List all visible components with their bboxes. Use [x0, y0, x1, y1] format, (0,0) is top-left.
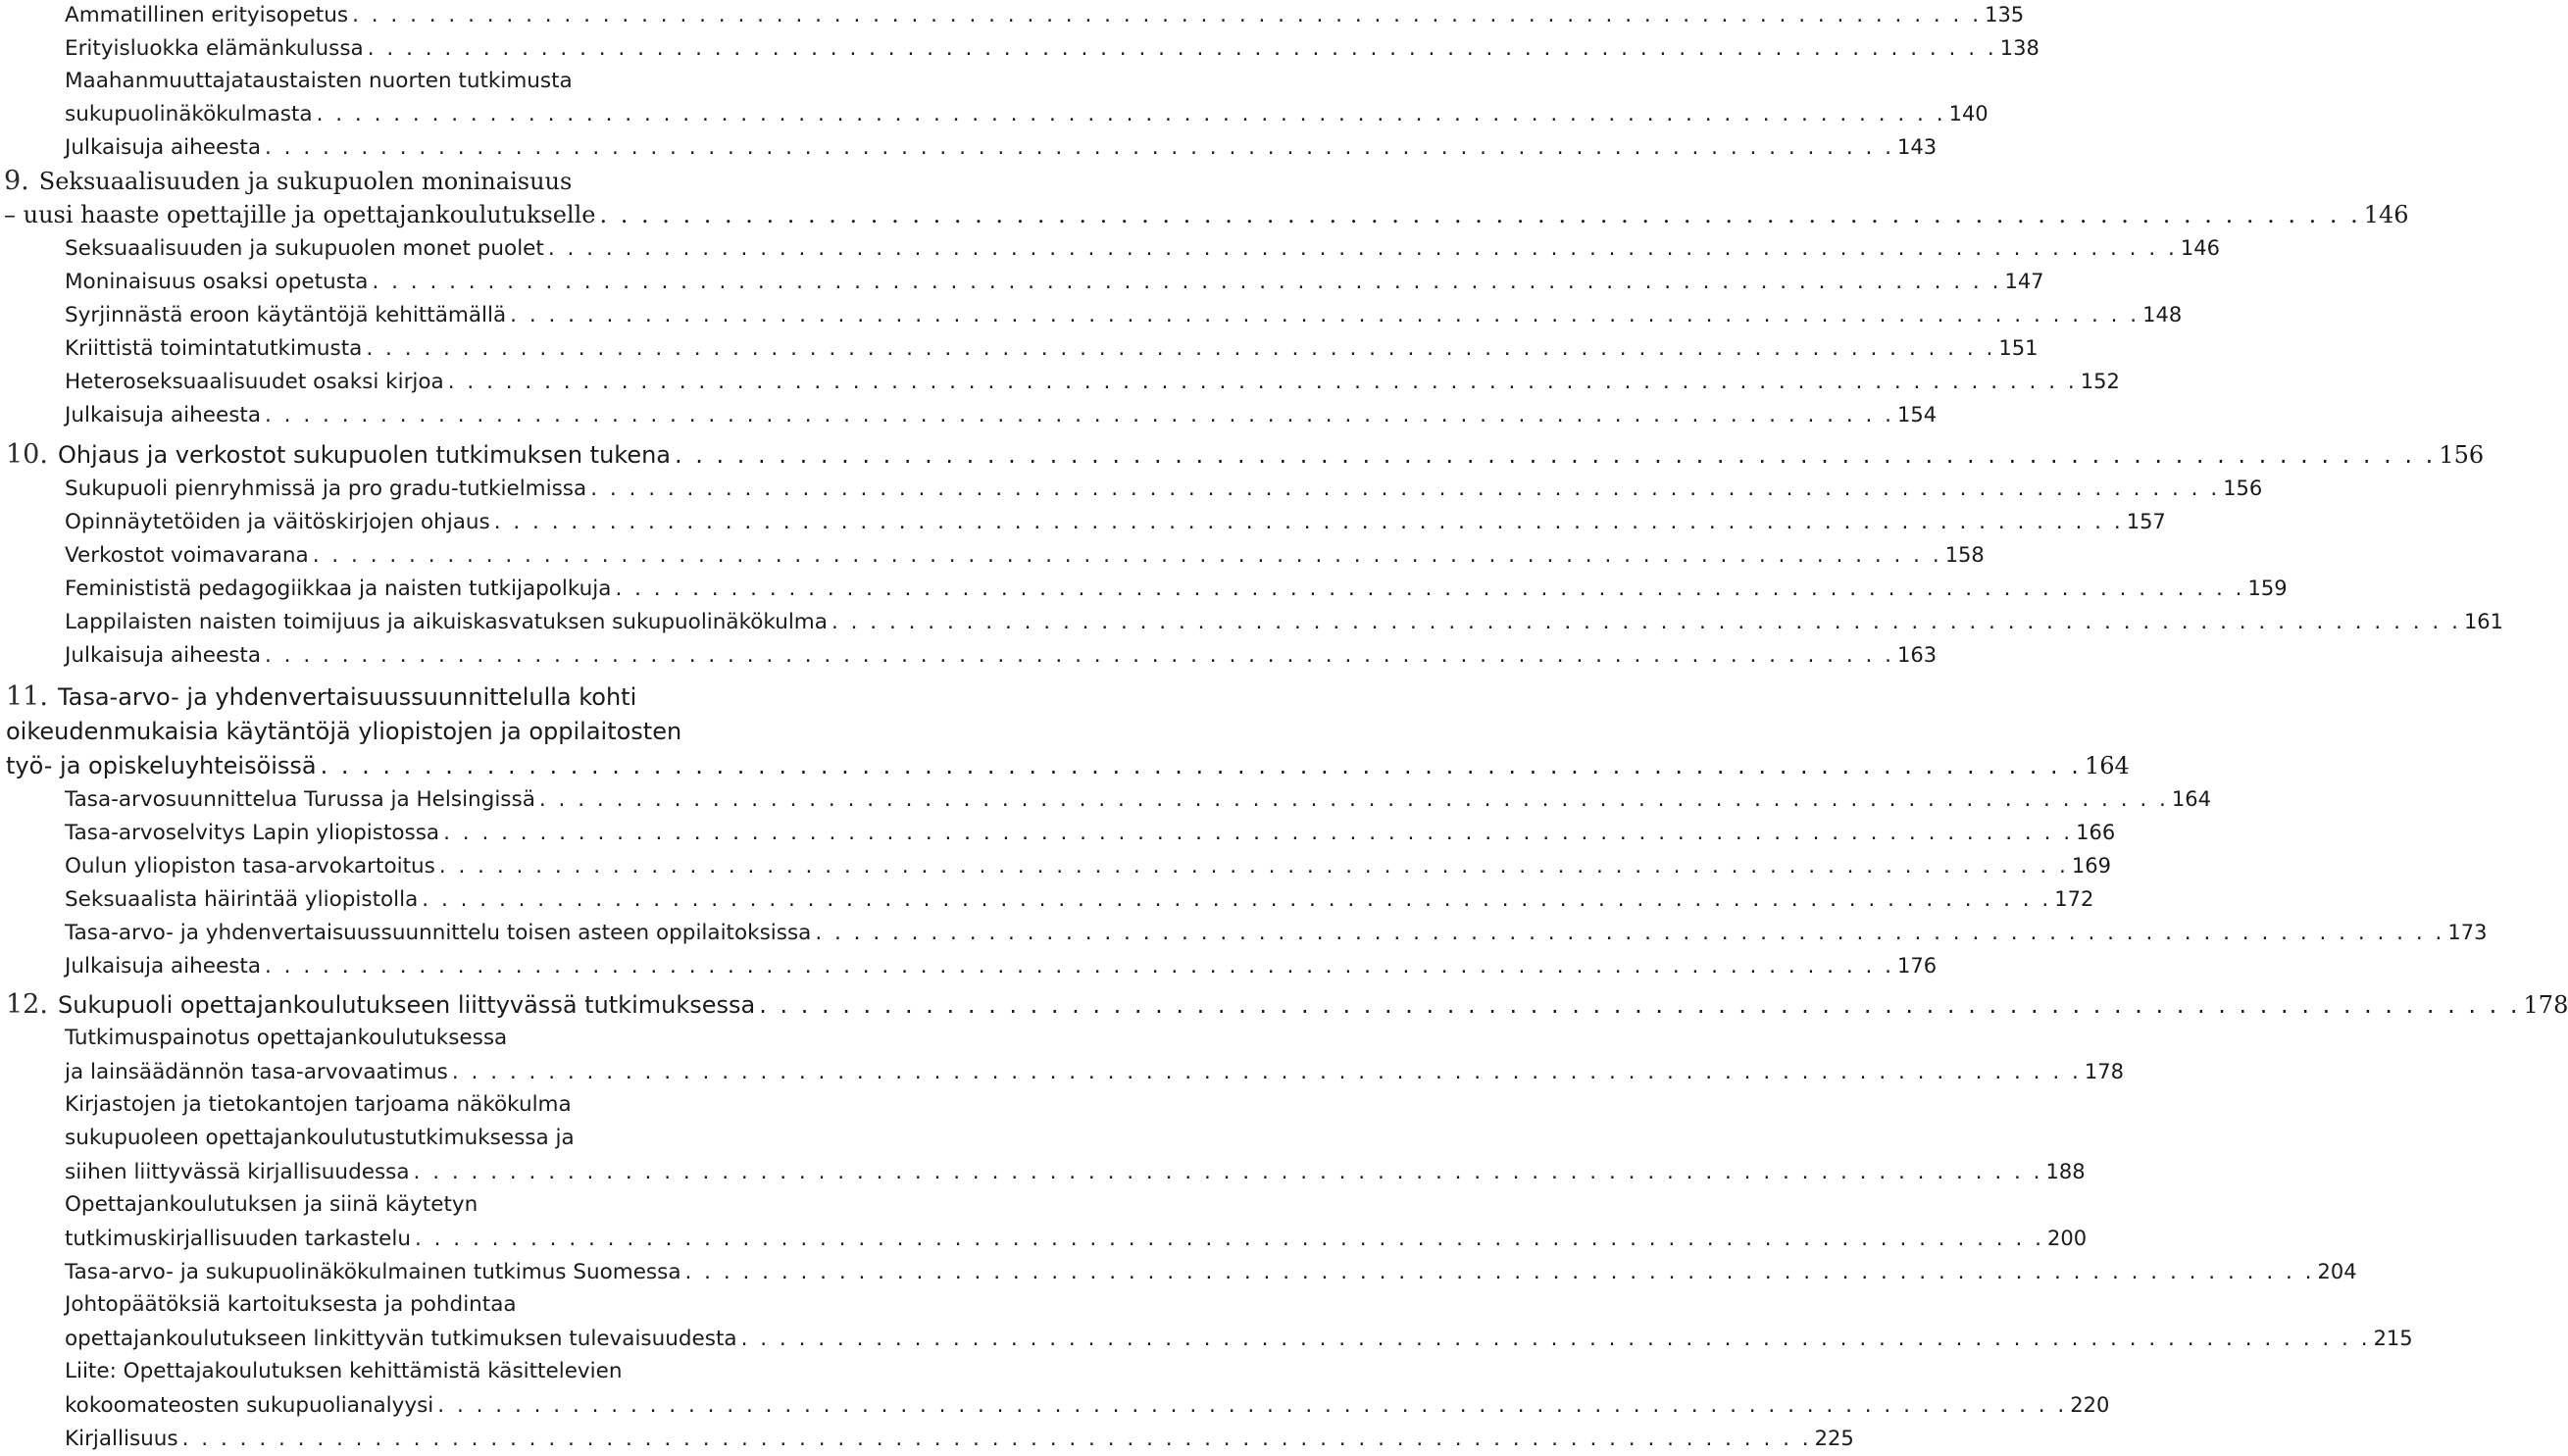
entry-title: Tasa-arvosuunnittelua Turussa ja Helsingissä: [65, 787, 535, 812]
dot-leader: . . . . . . . . . . . . . . . . . . . . . . . . . . . . . . . . . . . . . . . . . . . . . . . . . . . . . . . . . . . . . . . . . . . . . . . . . . . . . . . . . . . . .: [312, 543, 1942, 568]
entry-title: Julkaisuja aiheesta: [65, 403, 262, 427]
dot-leader: . . . . . . . . . . . . . . . . . . . . . . . . . . . . . . . . . . . . . . . . . . . . . . . . . . . . . . . . . . . . . . . . . . . . . . . . . . . . . . . . . . . . .: [510, 303, 2140, 327]
dot-leader: . . . . . . . . . . . . . . . . . . . . . . . . . . . . . . . . . . . . . . . . . . . . . . . . . . . . . . . . . . . . . . . . . . . . . . . . . . . . . . . . . . . . .: [538, 787, 2169, 812]
toc-entry-line: [6, 680, 937, 714]
entry-title: Erityisluokka elämänkulussa: [65, 36, 364, 61]
page-number: 158: [1944, 543, 1985, 567]
page-number: 166: [2076, 821, 2116, 844]
entry-title: Sukupuoli pienryhmissä ja pro gradu-tutkielmissa: [65, 477, 587, 501]
page-number: 164: [2084, 752, 2130, 779]
entry-title: Tasa-arvo- ja yhdenvertaisuussuunnittelu toisen asteen oppilaitoksissa: [65, 921, 812, 945]
toc-entry-line: [65, 1024, 937, 1053]
page-number: 173: [2447, 921, 2488, 944]
toc-entry-line: [65, 1290, 937, 1320]
dot-leader: . . . . . . . . . . . . . . . . . . . . . . . . . . . . . . . . . . . . . . . . . . . . . . . . . . . . . . . . . . . . . . . . . . . . . . . . . . . . . . . . . . . . .: [759, 991, 2521, 1019]
toc-entry-line: [6, 749, 2130, 782]
entry-title: Syrjinnästä eroon käytäntöjä kehittämällä: [65, 303, 507, 327]
dot-leader: . . . . . . . . . . . . . . . . . . . . . . . . . . . . . . . . . . . . . . . . . . . . . . . . . . . . . . . . . . . . . . . . . . . . . . . . . . . . . . . . . . . . .: [413, 1160, 2043, 1184]
toc-entry-line: [65, 851, 2111, 880]
dot-leader: . . . . . . . . . . . . . . . . . . . . . . . . . . . . . . . . . . . . . . . . . . . . . . . . . . . . . . . . . . . . . . . . . . . . . . . . . . . . . . . . . . . . .: [599, 201, 2361, 228]
page-number: 220: [2070, 1393, 2110, 1417]
toc-entry-line: [6, 438, 2485, 472]
chapter-title: työ- ja opiskeluyhteisöissä: [6, 752, 317, 779]
entry-title: Lappilaisten naisten toimijuus ja aikuiskasvatuksen sukupuolinäkökulma: [65, 610, 828, 634]
entry-title: Verkostot voimavarana: [65, 543, 309, 568]
chapter-title: Ohjaus ja verkostot sukupuolen tutkimuksen tukena: [57, 441, 672, 469]
page-number: 146: [2363, 201, 2409, 228]
toc-entry-line: [65, 1090, 937, 1120]
entry-title: opettajankoulutukseen linkittyvän tutkimuksen tulevaisuudesta: [65, 1327, 737, 1351]
page-number: 147: [2004, 270, 2044, 293]
entry-title: ja lainsäädännön tasa-arvovaatimus: [65, 1060, 448, 1084]
entry-title: Julkaisuja aiheesta: [65, 643, 262, 668]
toc-entry-line: [65, 474, 2263, 503]
toc-entry-line: [65, 132, 1938, 162]
entry-title: tutkimuskirjallisuuden tarkastelu: [65, 1227, 411, 1251]
toc-entry-line: [65, 333, 2039, 363]
page-number: 204: [2317, 1260, 2357, 1283]
page-number: 164: [2171, 787, 2211, 811]
entry-title: Tasa-arvoselvitys Lapin yliopistossa: [65, 821, 440, 845]
chapter-title: Seksuaalisuuden ja sukupuolen moninaisuus: [38, 168, 573, 195]
chapter-number: 10.: [6, 439, 48, 470]
entry-title: Johtopäätöksiä kartoituksesta ja pohdintaa: [65, 1292, 517, 1317]
page-number: 215: [2373, 1327, 2413, 1350]
toc-entry-line: [65, 33, 2039, 63]
dot-leader: . . . . . . . . . . . . . . . . . . . . . . . . . . . . . . . . . . . . . . . . . . . . . . . . . . . . . . . . . . . . . . . . . . . . . . . . . . . . . . . . . . . . .: [366, 336, 1996, 361]
toc-entry-line: [65, 951, 1938, 980]
toc-entry-line: [65, 1190, 937, 1220]
entry-title: Ammatillinen erityisopetus: [65, 3, 349, 27]
dot-leader: . . . . . . . . . . . . . . . . . . . . . . . . . . . . . . . . . . . . . . . . . . . . . . . . . . . . . . . . . . . . . . . . . . . . . . . . . . . . . . . . . . . . .: [437, 1393, 2068, 1418]
entry-title: Tasa-arvo- ja sukupuolinäkökulmainen tutkimus Suomessa: [65, 1260, 681, 1284]
page-number: 138: [1999, 36, 2039, 60]
toc-entry-line: [65, 818, 2116, 847]
entry-title: Opettajankoulutuksen ja siinä käytetyn: [65, 1192, 478, 1217]
page-number: 157: [2126, 510, 2166, 533]
toc-entry-line: [65, 507, 2166, 536]
toc-entry-line: [65, 1424, 1854, 1453]
page-number: 159: [2247, 577, 2288, 600]
toc-entry-line: [65, 884, 2094, 914]
dot-leader: . . . . . . . . . . . . . . . . . . . . . . . . . . . . . . . . . . . . . . . . . . . . . . . . . . . . . . . . . . . . . . . . . . . . . . . . . . . . . . . . . . . . .: [831, 610, 2461, 634]
page-number: 225: [1814, 1427, 1854, 1450]
entry-title: Kirjastojen ja tietokantojen tarjoama näkökulma: [65, 1092, 572, 1117]
dot-leader: . . . . . . . . . . . . . . . . . . . . . . . . . . . . . . . . . . . . . . . . . . . . . . . . . . . . . . . . . . . . . . . . . . . . . . . . . . . . . . . . . . . . .: [372, 270, 2002, 294]
toc-entry-line: [65, 0, 2025, 29]
entry-title: Oulun yliopiston tasa-arvokartoitus: [65, 854, 435, 879]
toc-entry-line: [65, 1157, 2086, 1186]
toc-entry-line: [6, 988, 2568, 1022]
entry-title: Feminististä pedagogiikkaa ja naisten tutkijapolkuja: [65, 577, 612, 601]
toc-entry-line: [65, 607, 2504, 636]
entry-title: Opinnäytetöiden ja väitöskirjojen ohjaus: [65, 510, 490, 534]
toc-entry-line: [65, 99, 1989, 128]
toc-entry-line: [65, 67, 937, 96]
page-number: 169: [2071, 854, 2111, 878]
toc-entry-line: [65, 1224, 2088, 1253]
page-number: 156: [2439, 441, 2485, 469]
toc-entry-line: [65, 267, 2044, 296]
dot-leader: . . . . . . . . . . . . . . . . . . . . . . . . . . . . . . . . . . . . . . . . . . . . . . . . . . . . . . . . . . . . . . . . . . . . . . . . . . . . . . . . . . . . .: [265, 403, 1895, 427]
toc-entry-line: [4, 165, 937, 198]
page-number: 178: [2523, 991, 2568, 1019]
toc-entry-line: [65, 784, 2211, 814]
dot-leader: . . . . . . . . . . . . . . . . . . . . . . . . . . . . . . . . . . . . . . . . . . . . . . . . . . . . . . . . . . . . . . . . . . . . . . . . . . . . . . . . . . . . .: [740, 1327, 2371, 1351]
dot-leader: . . . . . . . . . . . . . . . . . . . . . . . . . . . . . . . . . . . . . . . . . . . . . . . . . . . . . . . . . . . . . . . . . . . . . . . . . . . . . . . . . . . . .: [815, 921, 2445, 945]
dot-leader: . . . . . . . . . . . . . . . . . . . . . . . . . . . . . . . . . . . . . . . . . . . . . . . . . . . . . . . . . . . . . . . . . . . . . . . . . . . . . . . . . . . . .: [265, 643, 1895, 668]
dot-leader: . . . . . . . . . . . . . . . . . . . . . . . . . . . . . . . . . . . . . . . . . . . . . . . . . . . . . . . . . . . . . . . . . . . . . . . . . . . . . . . . . . . . .: [352, 3, 1983, 27]
page-number: 140: [1948, 102, 1989, 126]
page-number: 151: [1998, 336, 2039, 360]
entry-title: Kirjallisuus: [65, 1427, 178, 1451]
entry-title: Seksuaalisuuden ja sukupuolen monet puolet: [65, 236, 544, 261]
entry-title: Moninaisuus osaksi opetusta: [65, 270, 369, 294]
page-number: 161: [2463, 610, 2504, 633]
page-number: 188: [2045, 1160, 2086, 1183]
toc-entry-line: [65, 233, 2220, 263]
page-number: 163: [1897, 643, 1938, 667]
entry-title: Maahanmuuttajataustaisten nuorten tutkimusta: [65, 69, 573, 93]
entry-title: kokoomateosten sukupuolianalyysi: [65, 1393, 434, 1418]
toc-entry-line: [65, 1390, 2110, 1420]
toc-entry-line: [65, 1257, 2357, 1286]
chapter-title: Tasa-arvo- ja yhdenvertaisuussuunnittelulla kohti: [57, 683, 637, 711]
dot-leader: . . . . . . . . . . . . . . . . . . . . . . . . . . . . . . . . . . . . . . . . . . . . . . . . . . . . . . . . . . . . . . . . . . . . . . . . . . . . . . . . . . . . .: [615, 577, 2245, 601]
dot-leader: . . . . . . . . . . . . . . . . . . . . . . . . . . . . . . . . . . . . . . . . . . . . . . . . . . . . . . . . . . . . . . . . . . . . . . . . . . . . . . . . . . . . .: [265, 954, 1895, 979]
toc-entry-line: [4, 198, 2409, 231]
chapter-number: 11.: [6, 681, 48, 712]
entry-title: sukupuolinäkökulmasta: [65, 102, 313, 126]
page-number: 146: [2180, 236, 2220, 260]
dot-leader: . . . . . . . . . . . . . . . . . . . . . . . . . . . . . . . . . . . . . . . . . . . . . . . . . . . . . . . . . . . . . . . . . . . . . . . . . . . . . . . . . . . . .: [265, 135, 1895, 160]
dot-leader: . . . . . . . . . . . . . . . . . . . . . . . . . . . . . . . . . . . . . . . . . . . . . . . . . . . . . . . . . . . . . . . . . . . . . . . . . . . . . . . . . . . . .: [414, 1227, 2044, 1251]
toc-entry-line: [65, 540, 1985, 570]
dot-leader: . . . . . . . . . . . . . . . . . . . . . . . . . . . . . . . . . . . . . . . . . . . . . . . . . . . . . . . . . . . . . . . . . . . . . . . . . . . . . . . . . . . . .: [493, 510, 2124, 534]
entry-title: sukupuoleen opettajankoulutustutkimuksessa ja: [65, 1126, 575, 1150]
dot-leader: . . . . . . . . . . . . . . . . . . . . . . . . . . . . . . . . . . . . . . . . . . . . . . . . . . . . . . . . . . . . . . . . . . . . . . . . . . . . . . . . . . . . .: [181, 1427, 1812, 1451]
dot-leader: . . . . . . . . . . . . . . . . . . . . . . . . . . . . . . . . . . . . . . . . . . . . . . . . . . . . . . . . . . . . . . . . . . . . . . . . . . . . . . . . . . . . .: [547, 236, 2178, 261]
dot-leader: . . . . . . . . . . . . . . . . . . . . . . . . . . . . . . . . . . . . . . . . . . . . . . . . . . . . . . . . . . . . . . . . . . . . . . . . . . . . . . . . . . . . .: [684, 1260, 2315, 1284]
chapter-number: 9.: [4, 166, 29, 196]
dot-leader: . . . . . . . . . . . . . . . . . . . . . . . . . . . . . . . . . . . . . . . . . . . . . . . . . . . . . . . . . . . . . . . . . . . . . . . . . . . . . . . . . . . . .: [675, 441, 2437, 469]
dot-leader: . . . . . . . . . . . . . . . . . . . . . . . . . . . . . . . . . . . . . . . . . . . . . . . . . . . . . . . . . . . . . . . . . . . . . . . . . . . . . . . . . . . . .: [451, 1060, 2082, 1084]
toc-entry-line: [65, 400, 1938, 429]
entry-title: Kriittistä toimintatutkimusta: [65, 336, 363, 361]
entry-title: Seksuaalista häirintää yliopistolla: [65, 887, 419, 912]
page-number: 176: [1897, 954, 1938, 978]
toc-entry-line: [65, 1357, 937, 1386]
toc-entry-line: [65, 1057, 2124, 1086]
toc-entry-line: [65, 640, 1938, 670]
page-number: 154: [1897, 403, 1938, 427]
entry-title: siihen liittyvässä kirjallisuudessa: [65, 1160, 410, 1184]
dot-leader: . . . . . . . . . . . . . . . . . . . . . . . . . . . . . . . . . . . . . . . . . . . . . . . . . . . . . . . . . . . . . . . . . . . . . . . . . . . . . . . . . . . . .: [367, 36, 1997, 61]
dot-leader: . . . . . . . . . . . . . . . . . . . . . . . . . . . . . . . . . . . . . . . . . . . . . . . . . . . . . . . . . . . . . . . . . . . . . . . . . . . . . . . . . . . . .: [438, 854, 2069, 879]
page-number: 152: [2080, 370, 2120, 393]
toc-entry-line: [6, 715, 937, 748]
page-number: 148: [2142, 303, 2183, 326]
page-number: 135: [1985, 3, 2025, 26]
toc-entry-line: [65, 367, 2120, 396]
dot-leader: . . . . . . . . . . . . . . . . . . . . . . . . . . . . . . . . . . . . . . . . . . . . . . . . . . . . . . . . . . . . . . . . . . . . . . . . . . . . . . . . . . . . .: [443, 821, 2074, 845]
dot-leader: . . . . . . . . . . . . . . . . . . . . . . . . . . . . . . . . . . . . . . . . . . . . . . . . . . . . . . . . . . . . . . . . . . . . . . . . . . . . . . . . . . . . .: [590, 477, 2221, 501]
dot-leader: . . . . . . . . . . . . . . . . . . . . . . . . . . . . . . . . . . . . . . . . . . . . . . . . . . . . . . . . . . . . . . . . . . . . . . . . . . . . . . . . . . . . .: [447, 370, 2078, 394]
entry-title: Liite: Opettajakoulutuksen kehittämistä käsittelevien: [65, 1359, 623, 1383]
dot-leader: . . . . . . . . . . . . . . . . . . . . . . . . . . . . . . . . . . . . . . . . . . . . . . . . . . . . . . . . . . . . . . . . . . . . . . . . . . . . . . . . . . . . .: [422, 887, 2052, 912]
page-number: 178: [2084, 1060, 2124, 1083]
page-number: 172: [2054, 887, 2094, 911]
chapter-title: – uusi haaste opettajille ja opettajankoulutukselle: [4, 201, 596, 228]
dot-leader: . . . . . . . . . . . . . . . . . . . . . . . . . . . . . . . . . . . . . . . . . . . . . . . . . . . . . . . . . . . . . . . . . . . . . . . . . . . . . . . . . . . . .: [316, 102, 1946, 126]
entry-title: Tutkimuspainotus opettajankoulutuksessa: [65, 1026, 508, 1050]
chapter-title: Sukupuoli opettajankoulutukseen liittyvässä tutkimuksessa: [57, 991, 756, 1019]
dot-leader: . . . . . . . . . . . . . . . . . . . . . . . . . . . . . . . . . . . . . . . . . . . . . . . . . . . . . . . . . . . . . . . . . . . . . . . . . . . . . . . . . . . . .: [320, 752, 2082, 779]
chapter-number: 12.: [6, 989, 48, 1020]
entry-title: Heteroseksuaalisuudet osaksi kirjoa: [65, 370, 444, 394]
page-number: 156: [2223, 477, 2263, 500]
toc-entry-line: [65, 1324, 2413, 1353]
toc-entry-line: [65, 574, 2288, 603]
page-number: 143: [1897, 135, 1938, 159]
toc-entry-line: [65, 300, 2183, 329]
page-number: 200: [2046, 1227, 2088, 1250]
toc-entry-line: [65, 918, 2488, 947]
entry-title: Julkaisuja aiheesta: [65, 954, 262, 979]
entry-title: Julkaisuja aiheesta: [65, 135, 262, 160]
chapter-title: oikeudenmukaisia käytäntöjä yliopistojen ja oppilaitosten: [6, 718, 682, 745]
toc-entry-line: [65, 1124, 937, 1153]
